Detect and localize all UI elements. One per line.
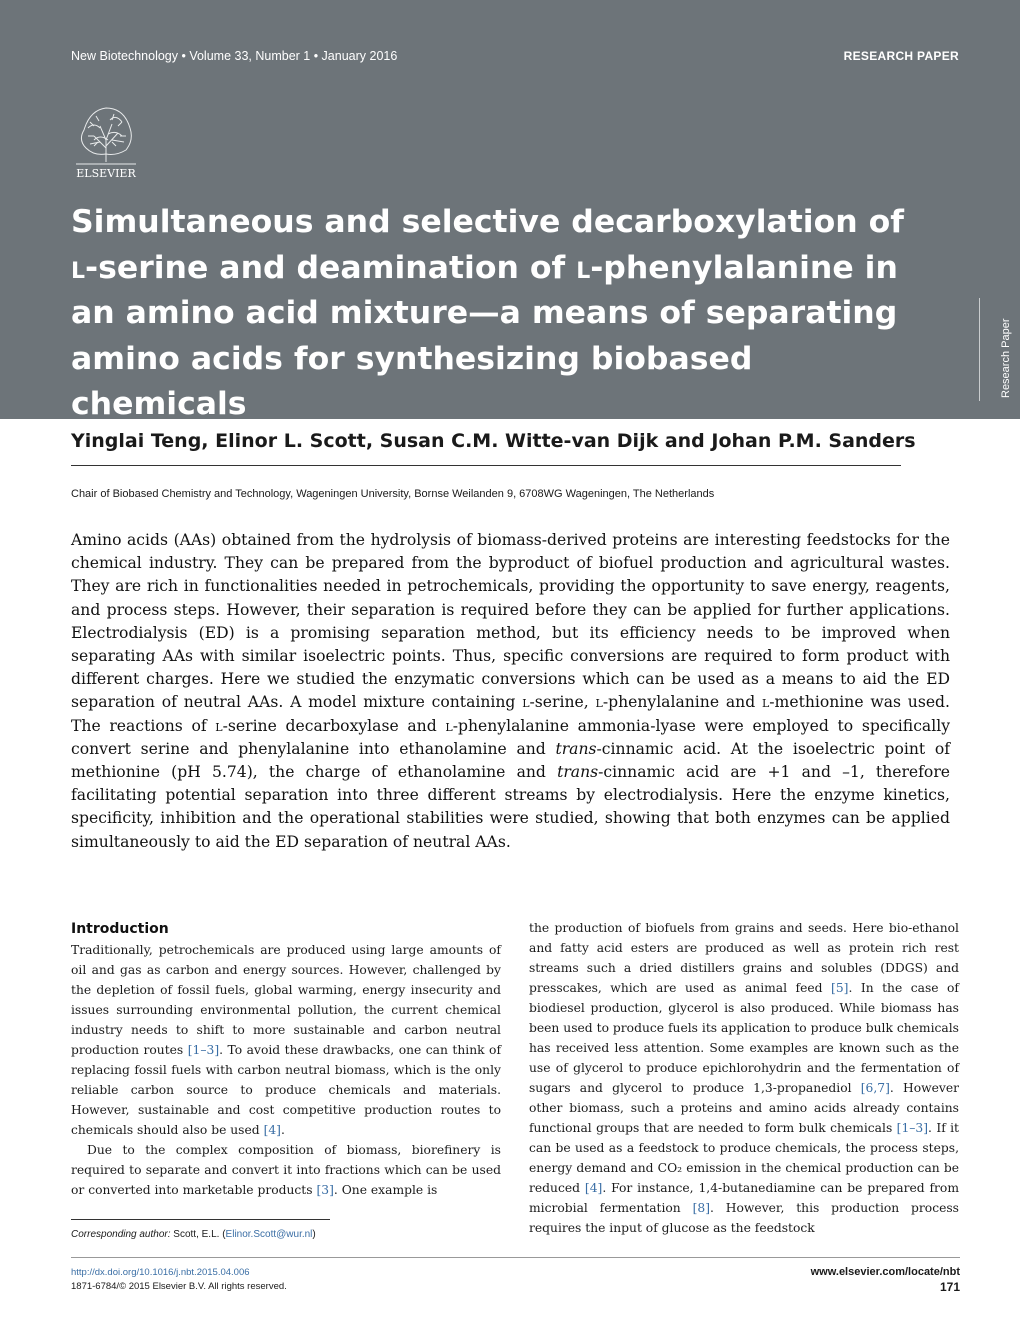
svg-text:ELSEVIER: ELSEVIER — [76, 167, 136, 180]
research-paper-side-tab — [979, 298, 1010, 401]
citation-link[interactable]: [8] — [692, 1201, 710, 1215]
page-number: 171 — [939, 1280, 960, 1294]
paper-type-label: RESEARCH PAPER — [843, 49, 959, 63]
citation-link[interactable]: [4] — [584, 1181, 603, 1195]
citation-link[interactable]: [5] — [831, 981, 849, 995]
article-title: Simultaneous and selective decarboxylation of l-serine and deamination of l-phenylalanine in an amino acid mixture—a means of separating amino acids for synthesizing biobased chemicals — [71, 204, 904, 422]
elsevier-logo-icon — [70, 100, 142, 180]
abstract: Amino acids (AAs) obtained from the hydrolysis of biomass-derived proteins are interesting feedstocks for the chemical industry. They can be prepared from the byproduct of biofuel production and agricultural wastes. They are rich in functionalities needed in petrochemicals, providing the opportunity to save energy, reagents, and process steps. However, their separation is required before they can be applied for further applications. Electrodialysis (ED) is a promising separation method, but its efficiency needs to be improved when separating AAs with similar isoelectric points. Thus, specific conversions are required to form product with different charges. Here we studied the enzymatic conversions which can be used as a means to aid the ED separation of neutral AAs. A model mixture containing l-serine, l-phenylalanine and l-methionine was used. The reactions of l-serine decarboxylase and l-phenylalanine ammonia-lyase were employed to specifically convert serine and phenylalanine into ethanolamine and trans-cinnamic acid. At the isoelectric point of methionine (pH 5.74), the charge of ethanolamine and trans-cinnamic acid are +1 and –1, therefore facilitating potential separation into three different streams by electrodialysis. Here the enzyme kinetics, specificity, inhibition and the operational stabilities were studied, showing that both enzymes can be applied simultaneously to aid the ED separation of neutral AAs. — [71, 531, 951, 851]
journal-website-link[interactable]: www.elsevier.com/locate/nbt — [810, 1266, 960, 1278]
citation-link[interactable]: [1–3] — [896, 1121, 929, 1135]
header-banner — [0, 0, 1020, 422]
journal-citation: New Biotechnology • Volume 33, Number 1 • January 2016 — [71, 49, 398, 63]
body-paragraph: Due to the complex composition of biomass, biorefinery is required to separate and convert it into fractions which can be used or converted into marketable products [3]. One example is — [71, 1143, 501, 1197]
citation-link[interactable]: [4] — [263, 1123, 281, 1137]
doi-link[interactable]: http://dx.doi.org/10.1016/j.nbt.2015.04.006 — [71, 1267, 250, 1278]
footer-divider — [71, 1257, 960, 1258]
citation-link[interactable]: [1–3] — [187, 1043, 220, 1057]
body-column-left — [71, 918, 501, 1200]
footnote-divider — [71, 1219, 330, 1220]
body-paragraph: Traditionally, petrochemicals are produced using large amounts of oil and gas as carbon and energy sources. However, challenged by the depletion of fossil fuels, global warming, energy insecurity and issues surrounding environmental pollution, the current chemical industry needs to shift to more sustainable and carbon neutral production routes [1–3]. To avoid these drawbacks, one can think of replacing fossil fuels with carbon neutral biomass, which is the only reliable carbon source to produce chemicals and materials. However, sustainable and cost competitive production routes to chemicals should also be used [4]. — [71, 943, 501, 1137]
author-divider — [71, 465, 901, 466]
corresponding-author-note: Corresponding author: Scott, E.L. (Elinor.Scott@wur.nl) — [71, 1229, 316, 1240]
side-tab-label: Research Paper — [1000, 318, 1012, 398]
copyright-line: 1871-6784/© 2015 Elsevier B.V. All rights reserved. — [71, 1281, 287, 1292]
citation-link[interactable]: [6,7] — [860, 1081, 890, 1095]
author-list: Yinglai Teng, Elinor L. Scott, Susan C.M. Witte-van Dijk and Johan P.M. Sanders — [71, 430, 916, 452]
section-heading: Introduction — [71, 921, 169, 937]
affiliation: Chair of Biobased Chemistry and Technology, Wageningen University, Bornse Weilanden 9, 6708WG Wageningen, The Netherlands — [71, 488, 715, 500]
body-column-right — [529, 918, 959, 1238]
citation-link[interactable]: [3] — [316, 1183, 334, 1197]
body-paragraph: the production of biofuels from grains and seeds. Here bio-ethanol and fatty acid esters are produced as well as protein rich rest streams such a dried distillers grains and solubles (DDGS) and presscakes, which are used as animal feed [5]. In the case of biodiesel production, glycerol is also produced. While biomass has been used to produce fuels its application to produce bulk chemicals has received less attention. Some examples are known such as the use of glycerol to produce epichlorohydrin and the fermentation of sugars and glycerol to produce 1,3-propanediol [6,7]. However other biomass, such a proteins and amino acids already contains functional groups that are needed to form bulk chemicals [1–3]. If it can be used as a feedstock to produce chemicals, the process steps, energy demand and CO₂ emission in the chemical production can be reduced [4]. For instance, 1,4-butanediamine can be prepared from microbial fermentation [8]. However, this production process requires the input of glucose as the feedstock — [529, 921, 959, 1235]
author-email-link[interactable]: Elinor.Scott@wur.nl — [225, 1229, 313, 1240]
